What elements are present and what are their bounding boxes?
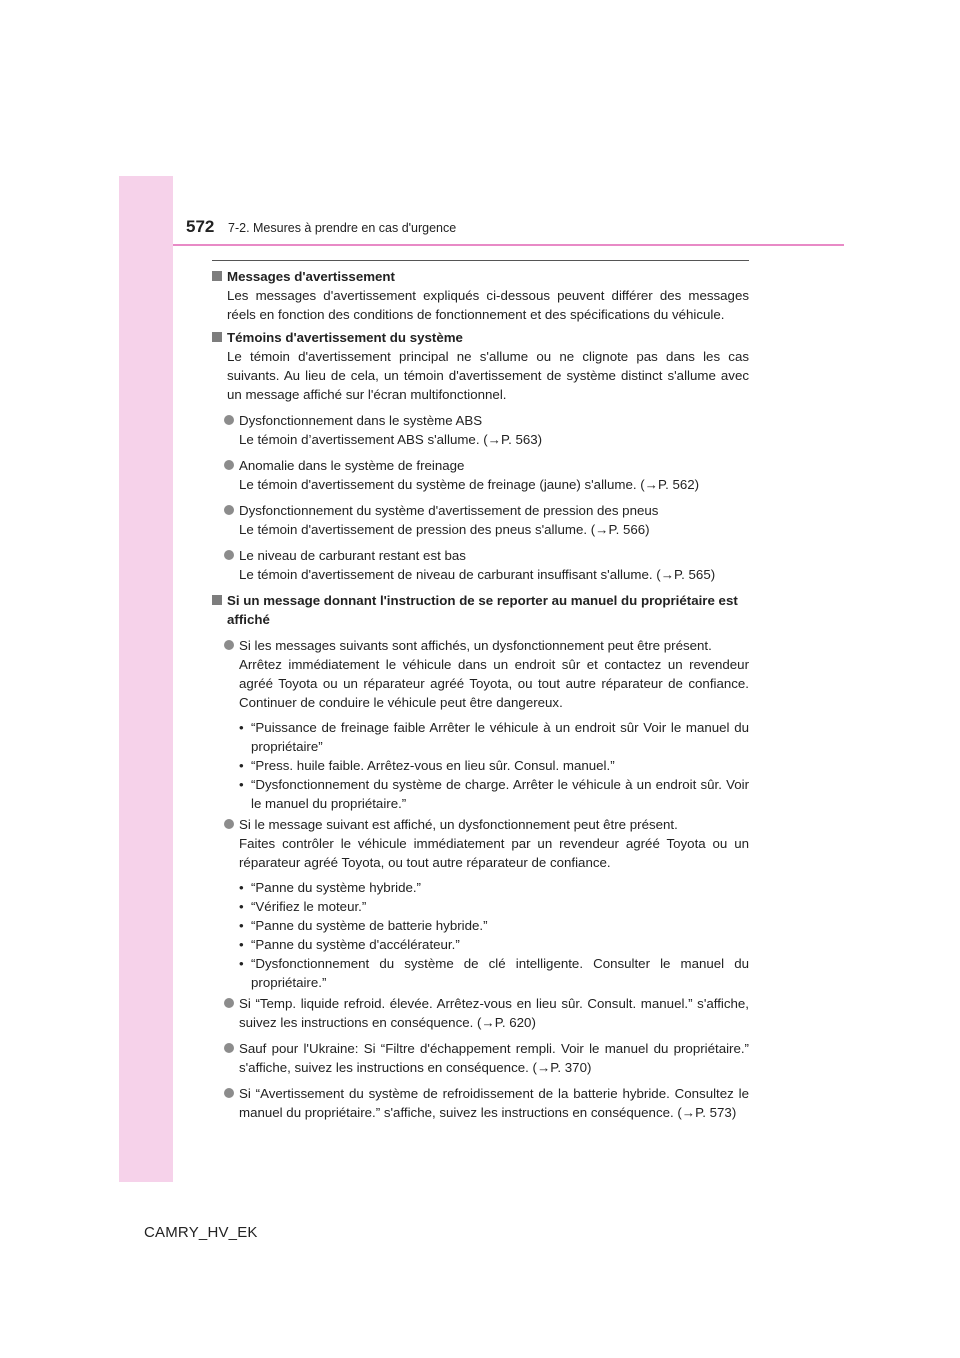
bullet-item	[212, 1039, 749, 1077]
bullet-item	[212, 501, 749, 539]
section-heading	[212, 591, 749, 629]
bullet-text: Sauf pour l'Ukraine: Si “Filtre d'échappement rempli. Voir le manuel du propriétaire.” s'affiche, suivez les instructions en conséquence. (→P. 370)	[239, 1041, 749, 1075]
circle-bullet-icon	[224, 505, 234, 515]
list-item: • “Panne du système de batterie hybride.”	[239, 918, 488, 933]
header-line	[173, 244, 844, 246]
bullet-item	[212, 411, 749, 449]
bullet-title: Dysfonctionnement dans le système ABS	[239, 413, 483, 428]
divider-line	[212, 260, 749, 261]
bullet-text: Si “Avertissement du système de refroidissement de la batterie hybride. Consultez le manuel du propriétaire.” s'affiche, suivez les instructions en conséquence. (→P. 573)	[239, 1086, 749, 1120]
section-title: 7-2. Mesures à prendre en cas d'urgence	[228, 221, 457, 235]
bullet-text: Faites contrôler le véhicule immédiatement par un revendeur agréé Toyota ou un réparateur agréé Toyota, ou tout autre réparateur de confiance.	[239, 836, 749, 870]
list-item: • “Dysfonctionnement du système de charge. Arrêter le véhicule à un endroit sûr. Voir le manuel du propriétaire.”	[239, 777, 749, 811]
circle-bullet-icon	[224, 550, 234, 560]
paragraph: Le témoin d'avertissement principal ne s'allume ou ne clignote pas dans les cas suivants. Au lieu de cela, un témoin d'avertissement de système distinct s'allume avec un message affiché sur l'écran multifonctionnel.	[227, 349, 749, 402]
bullet-item	[212, 994, 749, 1032]
bullet-text: Le témoin d'avertissement de niveau de carburant insuffisant s'allume. (→P. 565)	[239, 567, 716, 582]
section-heading-text: Témoins d'avertissement du système	[227, 330, 463, 345]
bullet-item	[212, 1084, 749, 1122]
model-code: CAMRY_HV_EK	[144, 1224, 258, 1241]
bullet-item	[212, 546, 749, 584]
bullet-text: Le témoin d'avertissement de pression des pneus s'allume. (→P. 566)	[239, 522, 650, 537]
list-item: • “Panne du système d'accélérateur.”	[239, 937, 460, 952]
list-item: • “Panne du système hybride.”	[239, 880, 421, 895]
sub-list	[212, 718, 749, 813]
section-heading	[212, 328, 749, 347]
square-bullet-icon	[212, 271, 222, 281]
page-number: 572	[186, 217, 215, 236]
bullet-text: Le témoin d'avertissement du système de freinage (jaune) s'allume. (→P. 562)	[239, 477, 700, 492]
circle-bullet-icon	[224, 998, 234, 1008]
section-heading-text: Si un message donnant l'instruction de se reporter au manuel du propriétaire est affiché	[227, 593, 738, 627]
bullet-title: Si les messages suivants sont affichés, un dysfonctionnement peut être présent.	[239, 638, 712, 653]
list-item: • “Vérifiez le moteur.”	[239, 899, 367, 914]
bullet-text: Si “Temp. liquide refroid. élevée. Arrêtez-vous en lieu sûr. Consult. manuel.” s'affiche, suivez les instructions en conséquence. (→P. 620)	[239, 996, 749, 1030]
side-band	[119, 176, 173, 1182]
list-item: • “Puissance de freinage faible Arrêter le véhicule à un endroit sûr Voir le manuel du propriétaire”	[239, 720, 749, 754]
bullet-item	[212, 456, 749, 494]
bullet-text: Arrêtez immédiatement le véhicule dans un endroit sûr et contactez un revendeur agréé Toyota ou un réparateur agréé Toyota, ou tout autre réparateur de confiance. Continuer de conduire le véhicule peut être dangereux.	[239, 657, 749, 710]
square-bullet-icon	[212, 595, 222, 605]
paragraph: Les messages d'avertissement expliqués ci-dessous peuvent différer des messages réels en fonction des conditions de fonctionnement et des spécifications du véhicule.	[227, 288, 749, 322]
circle-bullet-icon	[224, 1043, 234, 1053]
circle-bullet-icon	[224, 819, 234, 829]
list-item: • “Press. huile faible. Arrêtez-vous en lieu sûr. Consul. manuel.”	[239, 758, 615, 773]
circle-bullet-icon	[224, 460, 234, 470]
page-content	[212, 267, 749, 1122]
list-item: • “Dysfonctionnement du système de clé intelligente. Consulter le manuel du propriétaire.”	[239, 956, 749, 990]
bullet-item	[212, 815, 749, 872]
sub-list	[212, 878, 749, 992]
section-heading-text: Messages d'avertissement	[227, 269, 395, 284]
section-heading	[212, 267, 749, 286]
bullet-title: Le niveau de carburant restant est bas	[239, 548, 466, 563]
circle-bullet-icon	[224, 1088, 234, 1098]
circle-bullet-icon	[224, 415, 234, 425]
square-bullet-icon	[212, 332, 222, 342]
bullet-title: Anomalie dans le système de freinage	[239, 458, 465, 473]
bullet-title: Dysfonctionnement du système d'avertissement de pression des pneus	[239, 503, 659, 518]
circle-bullet-icon	[224, 640, 234, 650]
bullet-title: Si le message suivant est affiché, un dysfonctionnement peut être présent.	[239, 817, 678, 832]
bullet-item	[212, 636, 749, 712]
bullet-text: Le témoin d’avertissement ABS s'allume. (→P. 563)	[239, 432, 543, 447]
